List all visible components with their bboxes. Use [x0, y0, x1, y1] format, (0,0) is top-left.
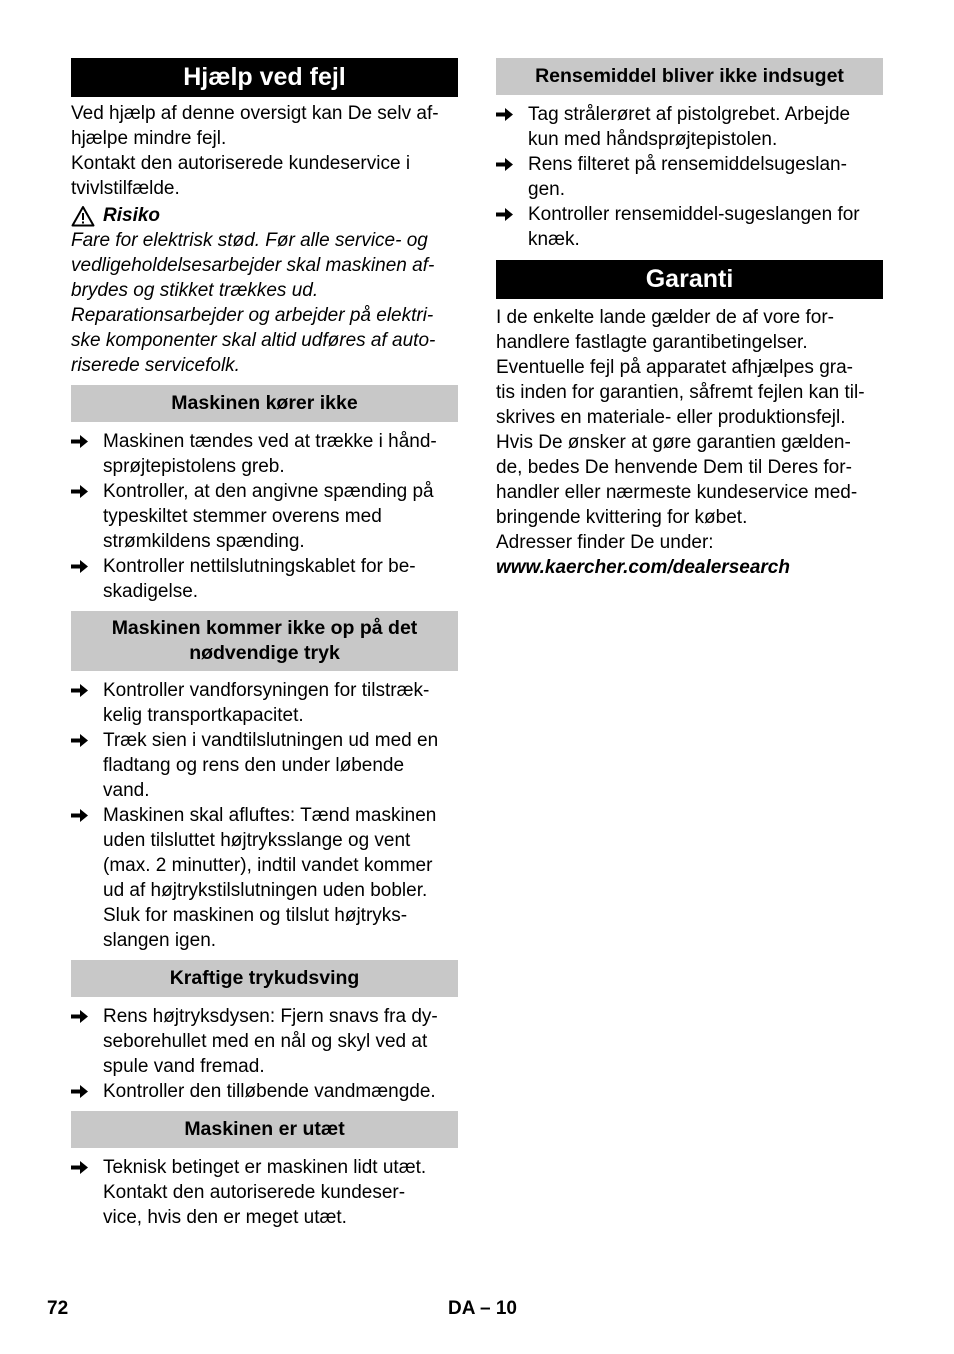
warning-text — [71, 228, 458, 378]
list-item-line: Kontroller den tilløbende vandmængde. — [103, 1081, 436, 1102]
list-item-line: Maskinen tændes ved at trække i hånd- — [103, 431, 437, 452]
intro-text — [71, 101, 458, 201]
list-item-text — [103, 1155, 458, 1230]
warranty-line: handlere fastlagte garantibetingelser. — [496, 332, 808, 353]
list-item — [71, 554, 458, 604]
list-item-line: skadigelse. — [103, 581, 199, 602]
troubleshooting-sections — [71, 385, 458, 1230]
arrow-right-icon — [71, 1155, 103, 1230]
warning-line: brydes og stikket trækkes ud. — [71, 280, 319, 301]
list-item-line: ud af højtrykstilslutningen uden bobler. — [103, 880, 428, 901]
list-item-text — [103, 1004, 458, 1079]
arrow-right-icon — [71, 803, 103, 953]
list-item-text — [528, 152, 883, 202]
list-item — [496, 102, 883, 152]
list-item-line: Rens højtryksdysen: Fjern snavs fra dy- — [103, 1006, 438, 1027]
list-item — [71, 479, 458, 554]
section-heading — [71, 611, 458, 671]
list-item — [71, 1079, 458, 1104]
intro-line: Kontakt den autoriserede kundeservice i — [71, 153, 411, 174]
warning-line: Reparationsarbejder og arbejder på elektri- — [71, 305, 434, 326]
page-number: 72 — [47, 1298, 69, 1319]
warranty-line: I de enkelte lande gælder de af vore for- — [496, 307, 834, 328]
arrow-right-icon — [71, 1079, 103, 1104]
list-item-line: Kontroller, at den angivne spænding på — [103, 481, 434, 502]
list-item-text — [103, 554, 458, 604]
list-item-line: strømkildens spænding. — [103, 531, 305, 552]
warranty-line: handler eller nærmeste kundeservice med- — [496, 482, 858, 503]
arrow-right-icon — [71, 479, 103, 554]
arrow-right-icon — [71, 678, 103, 728]
list-item-line: typeskiltet stemmer overens med — [103, 506, 382, 527]
bullet-list — [71, 1155, 458, 1230]
section-heading — [71, 1111, 458, 1148]
list-item-line: kelig transportkapacitet. — [103, 705, 304, 726]
section-page-label: DA – 10 — [448, 1298, 517, 1319]
arrow-right-icon — [71, 728, 103, 803]
warranty-line: Eventuelle fejl på apparatet afhjælpes gra- — [496, 357, 854, 378]
list-item-line: Kontakt den autoriserede kundeser- — [103, 1182, 406, 1203]
list-item-line: Kontroller rensemiddel-sugeslangen for — [528, 204, 860, 225]
bullet-list — [496, 102, 883, 252]
detergent-section — [496, 58, 883, 252]
list-item — [71, 728, 458, 803]
bullet-list — [71, 1004, 458, 1104]
list-item-line: (max. 2 minutter), indtil vandet kommer — [103, 855, 433, 876]
page-title: Hjælp ved fejl — [71, 58, 458, 97]
warranty-line: de, bedes De henvende Dem til Deres for- — [496, 457, 852, 478]
list-item-line: kun med håndsprøjtepistolen. — [528, 129, 778, 150]
list-item-text — [103, 678, 458, 728]
list-item-line: vice, hvis den er meget utæt. — [103, 1207, 347, 1228]
bullet-list — [71, 678, 458, 953]
list-item — [71, 678, 458, 728]
intro-line: hjælpe mindre fejl. — [71, 128, 227, 149]
dealer-url[interactable]: www.kaercher.com/dealersearch — [496, 557, 790, 578]
list-item-line: vand. — [103, 780, 150, 801]
warning-line: ske komponenter skal altid udføres af auto- — [71, 330, 436, 351]
warning-line: vedligeholdelsesarbejder skal maskinen af- — [71, 255, 435, 276]
list-item-text — [103, 1079, 458, 1104]
warranty-title: Garanti — [496, 260, 883, 299]
section-heading-line: Rensemiddel bliver ikke indsuget — [535, 65, 844, 87]
list-item-line: knæk. — [528, 229, 580, 250]
list-item — [71, 1004, 458, 1079]
left-column — [71, 58, 458, 1230]
list-item — [496, 152, 883, 202]
list-item — [71, 1155, 458, 1230]
list-item-text — [103, 429, 458, 479]
bullet-list — [71, 429, 458, 604]
section-heading-line: Maskinen kommer ikke op på det — [111, 617, 418, 639]
arrow-right-icon — [71, 554, 103, 604]
section-heading — [496, 58, 883, 95]
section-heading-line: Maskinen kører ikke — [171, 392, 358, 414]
warning-triangle-icon — [71, 205, 95, 227]
section-heading-line: nødvendige tryk — [189, 642, 340, 664]
list-item — [71, 429, 458, 479]
list-item-line: Rens filteret på rensemiddelsugeslan- — [528, 154, 847, 175]
section-heading-line: Kraftige trykudsving — [169, 967, 360, 989]
warning-heading — [71, 203, 458, 228]
list-item-line: Kontroller vandforsyningen for tilstræk- — [103, 680, 430, 701]
warning-line: riserede servicefolk. — [71, 355, 240, 376]
list-item-text — [528, 102, 883, 152]
list-item-line: Sluk for maskinen og tilslut højtryks- — [103, 905, 408, 926]
warranty-line: tis inden for garantien, såfremt fejlen kan til- — [496, 382, 865, 403]
section-heading-line: Maskinen er utæt — [184, 1118, 345, 1140]
list-item-text — [103, 803, 458, 953]
warranty-line: bringende kvittering for købet. — [496, 507, 748, 528]
list-item-line: Maskinen skal afluftes: Tænd maskinen — [103, 805, 437, 826]
arrow-right-icon — [71, 1004, 103, 1079]
arrow-right-icon — [496, 102, 528, 152]
warning-label: Risiko — [103, 205, 161, 226]
warranty-text — [496, 305, 883, 555]
intro-line: tvivlstilfælde. — [71, 178, 180, 199]
right-column — [496, 58, 883, 580]
list-item-line: fladtang og rens den under løbende — [103, 755, 405, 776]
list-item-line: Kontroller nettilslutningskablet for be- — [103, 556, 416, 577]
warranty-line: Adresser finder De under: — [496, 532, 714, 553]
list-item-text — [528, 202, 883, 252]
warranty-line: Hvis De ønsker at gøre garantien gælden- — [496, 432, 851, 453]
list-item-text — [103, 728, 458, 803]
list-item-line: uden tilsluttet højtryksslange og vent — [103, 830, 411, 851]
arrow-right-icon — [71, 429, 103, 479]
list-item-line: sprøjtepistolens greb. — [103, 456, 285, 477]
list-item-line: Tag strålerøret af pistolgrebet. Arbejde — [528, 104, 851, 125]
list-item-line: slangen igen. — [103, 930, 217, 951]
warranty-line: skrives en materiale- eller produktionsfejl. — [496, 407, 846, 428]
list-item — [71, 803, 458, 953]
list-item-line: gen. — [528, 179, 565, 200]
arrow-right-icon — [496, 152, 528, 202]
warning-line: Fare for elektrisk stød. Før alle service- og — [71, 230, 428, 251]
arrow-right-icon — [496, 202, 528, 252]
section-heading — [71, 385, 458, 422]
intro-line: Ved hjælp af denne oversigt kan De selv af- — [71, 103, 439, 124]
list-item — [496, 202, 883, 252]
list-item-line: Teknisk betinget er maskinen lidt utæt. — [103, 1157, 427, 1178]
section-heading — [71, 960, 458, 997]
list-item-line: Træk sien i vandtilslutningen ud med en — [103, 730, 439, 751]
list-item-line: seborehullet med en nål og skyl ved at — [103, 1031, 428, 1052]
list-item-line: spule vand fremad. — [103, 1056, 265, 1077]
list-item-text — [103, 479, 458, 554]
